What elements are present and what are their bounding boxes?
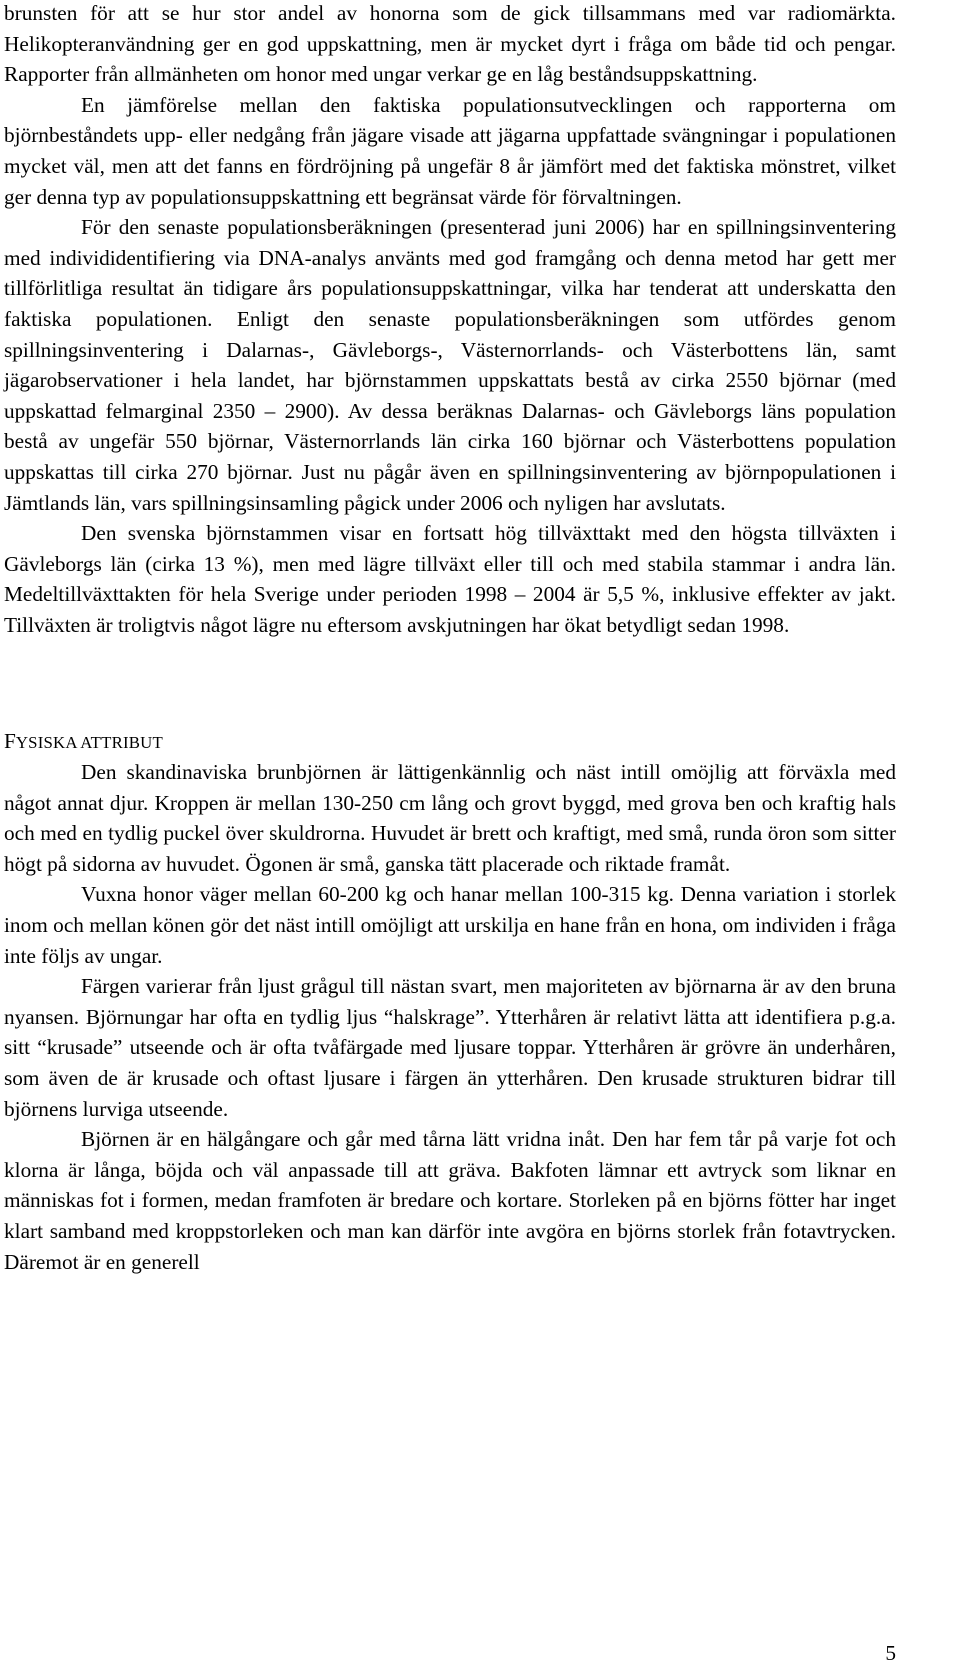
document-body — [4, 0, 896, 1277]
paragraph-body-description: Den skandinaviska brunbjörnen är lättigenkännlig och näst intill omöjlig att förväxla med något annat djur. Kroppen är mellan 130-250 cm lång och grovt byggd, med grova ben och kraftig hals och med en tydlig puckel över skuldrorna. Huvudet är brett och kraftigt, med små, runda öron som sitter högt på sidorna av huvudet. Ögonen är små, ganska tätt placerade och riktade framåt. — [4, 760, 896, 876]
paragraph-feet: Björnen är en hälgångare och går med tårna lätt vridna inåt. Den har fem tår på varje fot och klorna är långa, böjda och väl anpassade till att gräva. Bakfoten lämnar ett avtryck som liknar en människas fot i formen, medan framfoten är bredare och kortare. Storleken på en björns fötter har inget klart samband med kroppstorleken och man kan därför inte avgöra en björns storlek från fotavtrycken. Däremot är en generell — [4, 1127, 896, 1274]
heading-initial: F — [4, 729, 16, 754]
heading-rest: YSISKA ATTRIBUT — [15, 733, 163, 753]
paragraph-bear-count-methods: brunsten för att se hur stor andel av honorna som de gick tillsammans med var radiomärkta. Helikopteranvändning ger en god uppskattning, men är mycket dyrt i fråga om både tid och pengar. Rapporter från allmänheten om honor med ungar verkar ge en låg beståndsuppskattning. — [4, 1, 896, 87]
paragraph-fur-color: Färgen varierar från ljust grågul till nästan svart, men majoriteten av björnarna är av den bruna nyansen. Björnungar har ofta en tydlig ljus “halskrage”. Ytterhåren är relativt lätta att identifiera p.g.a. sitt “krusade” utseende och är ofta tvåfärgade med ljusare toppar. Ytterhåren är grövre än underhåren, som även de är krusade och oftast ljusare i färgen än ytterhåren. Den krusade strukturen bidrar till björnens lurviga utseende. — [4, 974, 896, 1121]
section-heading-physical-attributes — [4, 726, 896, 757]
page-number: 5 — [885, 1641, 896, 1665]
paragraph-growth-rate: Den svenska björnstammen visar en fortsatt hög tillväxttakt med den högsta tillväxten i Gävleborgs län (cirka 13 %), men med lägre tillväxt eller till och med stabila stammar i andra län. Medeltillväxttakten för hela Sverige under perioden 1998 – 2004 är 5,5 %, inklusive effekter av jakt. Tillväxten är troligtvis något lägre nu eftersom avskjutningen har ökat betydligt sedan 1998. — [4, 521, 896, 637]
paragraph-population-estimate: För den senaste populationsberäkningen (presenterad juni 2006) har en spillningsinventering med individidentifiering via DNA-analys använts med god framgång och denna metod har gett mer tillförlitliga resultat än tidigare års populationsuppskattningar, vilka har tenderat att underskatta den faktiska populationen. Enligt den senaste populationsberäkningen som utfördes genom spillningsinventering i Dalarnas-, Gävleborgs-, Västernorrlands- och Västerbottens län, samt jägarobservationer i hela landet, har björnstammen uppskattats bestå av cirka 2550 björnar (med uppskattad felmarginal 2350 – 2900). Av dessa beräknas Dalarnas- och Gävleborgs läns population bestå av ungefär 550 björnar, Västernorrlands län cirka 160 björnar och Västerbottens population uppskattas till cirka 270 björnar. Just nu pågår även en spillningsinventering av björnpopulationen i Jämtlands län, vars spillningsinsamling pågick under 2006 och nyligen har avslutats. — [4, 215, 896, 515]
paragraph-weight: Vuxna honor väger mellan 60-200 kg och hanar mellan 100-315 kg. Denna variation i storlek inom och mellan könen gör det näst intill omöjligt att urskilja en hane från en hona, om individen i fråga inte följs av ungar. — [4, 882, 896, 968]
paragraph-hunter-reports: En jämförelse mellan den faktiska populationsutvecklingen och rapporterna om björnbeståndets upp- eller nedgång från jägare visade att jägarna uppfattade svängningar i populationen mycket väl, men att det fanns en fördröjning på ungefär 8 år jämfört med det faktiska mönstret, vilket ger denna typ av populationsuppskattning ett begränsat värde för förvaltningen. — [4, 92, 896, 209]
